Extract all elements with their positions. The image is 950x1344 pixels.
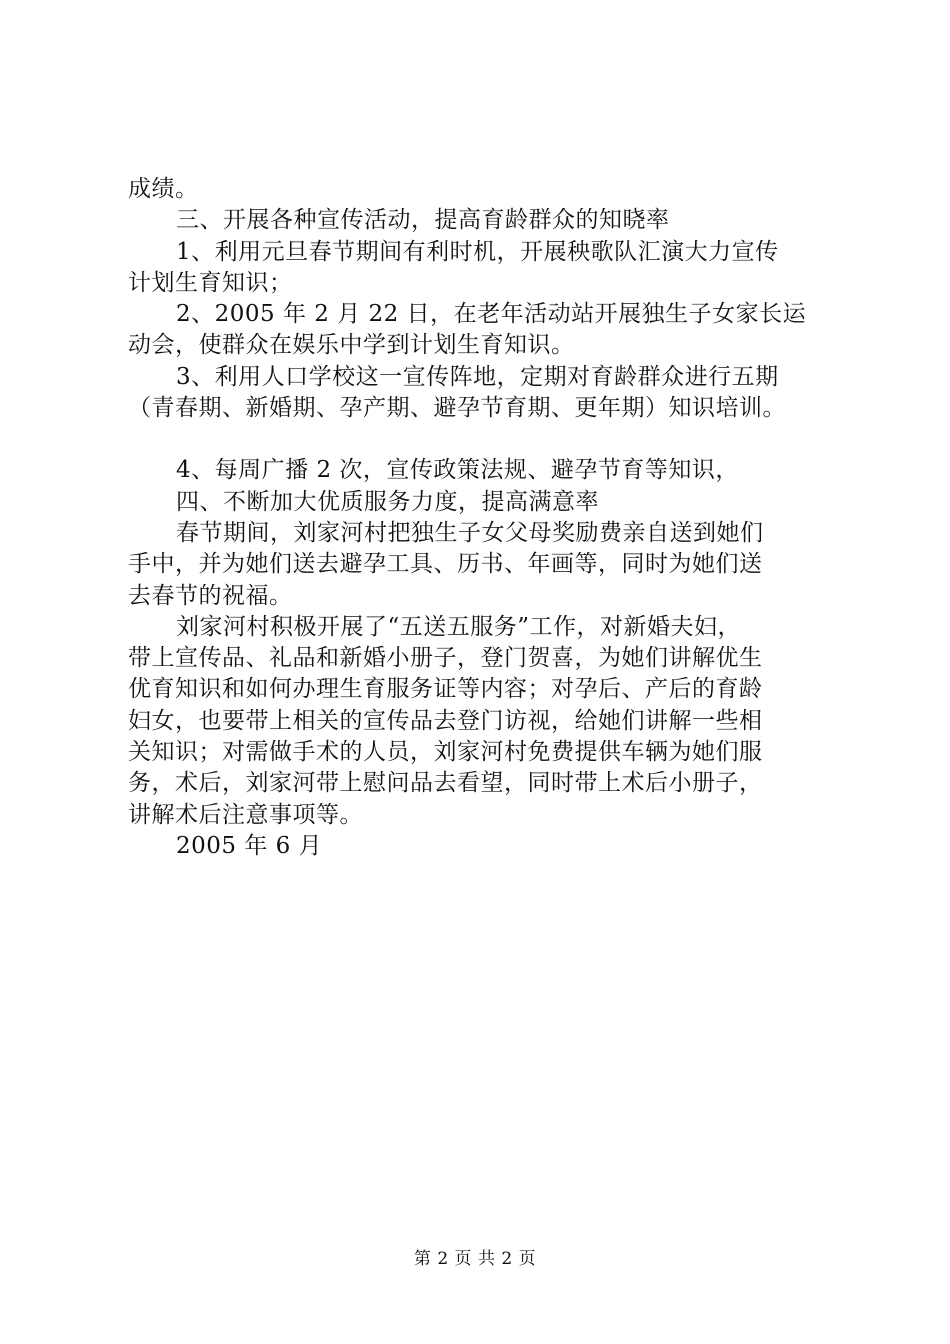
- section-heading: 四、不断加大优质服务力度，提高满意率: [176, 488, 599, 515]
- text-line: 春节期间，刘家河村把独生子女父母奖励费亲自送到她们: [176, 519, 764, 546]
- text-line: 2、2005 年 2 月 22 日，在老年活动站开展独生子女家长运: [176, 301, 807, 328]
- text-line: 计划生育知识；: [128, 269, 293, 296]
- text-line: （青春期、新婚期、孕产期、避孕节育期、更年期）知识培训。: [128, 395, 786, 422]
- text-line: 妇女，也要带上相关的宣传品去登门访视，给她们讲解一些相: [128, 707, 763, 734]
- paragraph-gap: [128, 424, 848, 455]
- text-line: 带上宣传品、礼品和新婚小册子，登门贺喜，为她们讲解优生: [128, 645, 763, 672]
- document-body: [128, 174, 848, 862]
- text-line: 1、利用元旦春节期间有利时机，开展秧歌队汇演大力宣传: [176, 238, 779, 265]
- page-number-footer: 第 2 页 共 2 页: [413, 1249, 537, 1269]
- text-line: 去春节的祝福。: [128, 582, 293, 609]
- text-line: 手中，并为她们送去避孕工具、历书、年画等，同时为她们送: [128, 551, 763, 578]
- text-line: 成绩。: [128, 176, 199, 202]
- text-line: 动会，使群众在娱乐中学到计划生育知识。: [128, 332, 575, 359]
- text-line: 3、利用人口学校这一宣传阵地，定期对育龄群众进行五期: [176, 363, 779, 390]
- document-date: 2005 年 6 月: [176, 832, 323, 859]
- text-line: 务，术后，刘家河带上慰问品去看望，同时带上术后小册子，: [128, 770, 763, 797]
- section-heading: 三、开展各种宣传活动，提高育龄群众的知晓率: [176, 207, 670, 234]
- text-line: 优育知识和如何办理生育服务证等内容；对孕后、产后的育龄: [128, 676, 763, 703]
- text-line: 关知识；对需做手术的人员，刘家河村免费提供车辆为她们服: [128, 739, 763, 766]
- text-line: 讲解术后注意事项等。: [128, 801, 363, 828]
- text-line: 4、每周广播 2 次，宣传政策法规、避孕节育等知识，: [176, 457, 739, 484]
- text-line: 刘家河村积极开展了“五送五服务”工作，对新婚夫妇，: [176, 613, 742, 640]
